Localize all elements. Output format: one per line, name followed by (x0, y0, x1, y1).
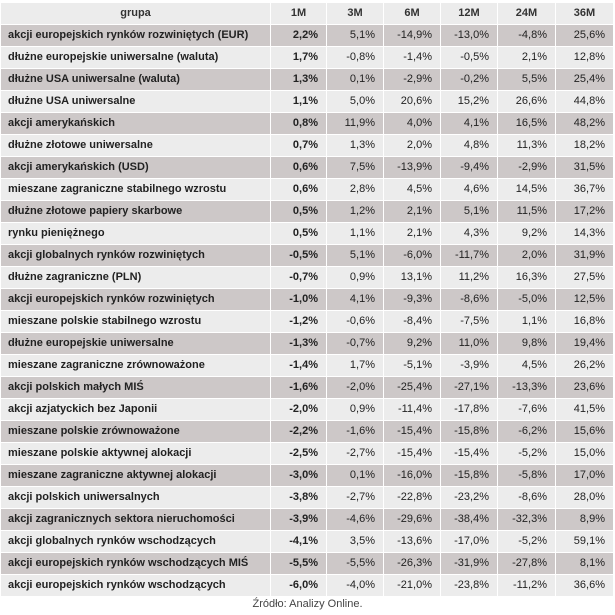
cell-1m: 0,8% (271, 113, 327, 135)
cell-24m: 9,8% (498, 333, 556, 355)
cell-6m: 4,5% (384, 179, 441, 201)
cell-36m: 18,2% (556, 135, 614, 157)
row-group-name: akcji azjatyckich bez Japonii (1, 399, 271, 421)
row-group-name: mieszane zagraniczne zrównoważone (1, 355, 271, 377)
cell-24m: -7,6% (498, 399, 556, 421)
table-row (1, 421, 614, 443)
cell-3m: -2,0% (327, 377, 384, 399)
cell-24m: -5,0% (498, 289, 556, 311)
cell-24m: 16,3% (498, 267, 556, 289)
cell-1m: 0,5% (271, 201, 327, 223)
cell-1m: -1,2% (271, 311, 327, 333)
cell-1m: -4,1% (271, 531, 327, 553)
cell-36m: 8,1% (556, 553, 614, 575)
cell-24m: 14,5% (498, 179, 556, 201)
row-group-name: akcji europejskich rynków wschodzących (1, 575, 271, 597)
table-body (1, 25, 614, 597)
cell-6m: -8,4% (384, 311, 441, 333)
cell-36m: 12,5% (556, 289, 614, 311)
cell-12m: -27,1% (441, 377, 498, 399)
table-row (1, 355, 614, 377)
cell-3m: 1,2% (327, 201, 384, 223)
cell-3m: -0,7% (327, 333, 384, 355)
header-12m: 12M (441, 3, 498, 25)
cell-6m: 13,1% (384, 267, 441, 289)
cell-1m: 0,7% (271, 135, 327, 157)
cell-12m: -11,7% (441, 245, 498, 267)
cell-24m: -32,3% (498, 509, 556, 531)
cell-6m: -1,4% (384, 47, 441, 69)
cell-12m: 11,2% (441, 267, 498, 289)
cell-36m: 17,2% (556, 201, 614, 223)
row-group-name: rynku pieniężnego (1, 223, 271, 245)
cell-6m: 20,6% (384, 91, 441, 113)
table-row (1, 69, 614, 91)
table-row (1, 443, 614, 465)
cell-36m: 44,8% (556, 91, 614, 113)
cell-36m: 31,9% (556, 245, 614, 267)
cell-36m: 14,3% (556, 223, 614, 245)
cell-1m: -5,5% (271, 553, 327, 575)
cell-36m: 48,2% (556, 113, 614, 135)
cell-12m: -15,8% (441, 421, 498, 443)
cell-3m: 5,1% (327, 245, 384, 267)
cell-1m: -1,4% (271, 355, 327, 377)
cell-24m: -5,2% (498, 443, 556, 465)
row-group-name: dłużne złotowe papiery skarbowe (1, 201, 271, 223)
cell-3m: 7,5% (327, 157, 384, 179)
cell-6m: -6,0% (384, 245, 441, 267)
cell-12m: -15,8% (441, 465, 498, 487)
cell-36m: 28,0% (556, 487, 614, 509)
cell-3m: 3,5% (327, 531, 384, 553)
cell-3m: 0,1% (327, 465, 384, 487)
cell-3m: -4,6% (327, 509, 384, 531)
table-row (1, 531, 614, 553)
cell-1m: -2,2% (271, 421, 327, 443)
cell-36m: 16,8% (556, 311, 614, 333)
cell-3m: -4,0% (327, 575, 384, 597)
cell-1m: -3,0% (271, 465, 327, 487)
table-row (1, 311, 614, 333)
cell-24m: -13,3% (498, 377, 556, 399)
cell-1m: -0,7% (271, 267, 327, 289)
cell-1m: 2,2% (271, 25, 327, 47)
row-group-name: dłużne USA uniwersalne (waluta) (1, 69, 271, 91)
cell-1m: 1,7% (271, 47, 327, 69)
row-group-name: akcji polskich uniwersalnych (1, 487, 271, 509)
cell-3m: -0,6% (327, 311, 384, 333)
cell-3m: 4,1% (327, 289, 384, 311)
cell-1m: 0,6% (271, 157, 327, 179)
cell-24m: 4,5% (498, 355, 556, 377)
cell-12m: -17,0% (441, 531, 498, 553)
table-row (1, 399, 614, 421)
table-row (1, 553, 614, 575)
header-grupa: grupa (1, 3, 271, 25)
header-24m: 24M (498, 3, 556, 25)
cell-6m: -29,6% (384, 509, 441, 531)
cell-36m: 17,0% (556, 465, 614, 487)
row-group-name: akcji polskich małych MIŚ (1, 377, 271, 399)
cell-3m: -1,6% (327, 421, 384, 443)
cell-6m: -14,9% (384, 25, 441, 47)
cell-24m: 1,1% (498, 311, 556, 333)
cell-36m: 59,1% (556, 531, 614, 553)
cell-1m: -3,8% (271, 487, 327, 509)
cell-12m: -3,9% (441, 355, 498, 377)
cell-1m: -1,0% (271, 289, 327, 311)
cell-24m: 11,5% (498, 201, 556, 223)
cell-1m: -1,6% (271, 377, 327, 399)
cell-12m: 15,2% (441, 91, 498, 113)
table-row (1, 575, 614, 597)
cell-6m: -2,9% (384, 69, 441, 91)
cell-24m: -4,8% (498, 25, 556, 47)
cell-36m: 12,8% (556, 47, 614, 69)
cell-1m: -2,0% (271, 399, 327, 421)
cell-12m: -0,5% (441, 47, 498, 69)
cell-12m: 4,8% (441, 135, 498, 157)
table-row (1, 223, 614, 245)
cell-3m: 5,0% (327, 91, 384, 113)
cell-12m: 5,1% (441, 201, 498, 223)
row-group-name: mieszane zagraniczne stabilnego wzrostu (1, 179, 271, 201)
cell-24m: -2,9% (498, 157, 556, 179)
cell-12m: 4,3% (441, 223, 498, 245)
row-group-name: mieszane polskie zrównoważone (1, 421, 271, 443)
cell-6m: 4,0% (384, 113, 441, 135)
cell-24m: -8,6% (498, 487, 556, 509)
cell-12m: -38,4% (441, 509, 498, 531)
header-36m: 36M (556, 3, 614, 25)
cell-3m: 0,1% (327, 69, 384, 91)
cell-12m: -7,5% (441, 311, 498, 333)
table-row (1, 91, 614, 113)
cell-3m: 1,1% (327, 223, 384, 245)
cell-36m: 25,4% (556, 69, 614, 91)
row-group-name: dłużne europejskie uniwersalne (waluta) (1, 47, 271, 69)
cell-24m: -27,8% (498, 553, 556, 575)
cell-6m: -15,4% (384, 421, 441, 443)
cell-24m: -6,2% (498, 421, 556, 443)
cell-3m: -5,5% (327, 553, 384, 575)
cell-6m: -16,0% (384, 465, 441, 487)
cell-6m: -9,3% (384, 289, 441, 311)
row-group-name: mieszane polskie aktywnej alokacji (1, 443, 271, 465)
cell-24m: 26,6% (498, 91, 556, 113)
cell-1m: -2,5% (271, 443, 327, 465)
cell-3m: -2,7% (327, 487, 384, 509)
cell-6m: 9,2% (384, 333, 441, 355)
cell-3m: 0,9% (327, 399, 384, 421)
cell-36m: 23,6% (556, 377, 614, 399)
cell-24m: 2,0% (498, 245, 556, 267)
cell-6m: -25,4% (384, 377, 441, 399)
row-group-name: akcji zagranicznych sektora nieruchomości (1, 509, 271, 531)
cell-36m: 26,2% (556, 355, 614, 377)
cell-6m: 2,0% (384, 135, 441, 157)
cell-1m: -0,5% (271, 245, 327, 267)
cell-36m: 25,6% (556, 25, 614, 47)
cell-12m: -8,6% (441, 289, 498, 311)
table-row (1, 201, 614, 223)
header-6m: 6M (384, 3, 441, 25)
source-note: Źródło: Analizy Online. (252, 598, 363, 610)
cell-1m: -3,9% (271, 509, 327, 531)
fund-returns-table (1, 3, 614, 597)
table-row (1, 267, 614, 289)
cell-36m: 31,5% (556, 157, 614, 179)
row-group-name: mieszane zagraniczne aktywnej alokacji (1, 465, 271, 487)
table-row (1, 487, 614, 509)
row-group-name: dłużne zagraniczne (PLN) (1, 267, 271, 289)
row-group-name: akcji europejskich rynków wschodzących MIŚ (1, 553, 271, 575)
cell-6m: -26,3% (384, 553, 441, 575)
cell-1m: 1,3% (271, 69, 327, 91)
cell-24m: 5,5% (498, 69, 556, 91)
cell-36m: 19,4% (556, 333, 614, 355)
table-row (1, 509, 614, 531)
cell-24m: 2,1% (498, 47, 556, 69)
row-group-name: dłużne złotowe uniwersalne (1, 135, 271, 157)
cell-12m: -13,0% (441, 25, 498, 47)
table-row (1, 465, 614, 487)
cell-6m: 2,1% (384, 223, 441, 245)
cell-36m: 36,6% (556, 575, 614, 597)
cell-36m: 36,7% (556, 179, 614, 201)
table-row (1, 289, 614, 311)
row-group-name: akcji europejskich rynków rozwiniętych (1, 289, 271, 311)
cell-1m: 0,5% (271, 223, 327, 245)
cell-36m: 41,5% (556, 399, 614, 421)
cell-1m: 1,1% (271, 91, 327, 113)
cell-6m: -13,9% (384, 157, 441, 179)
cell-36m: 27,5% (556, 267, 614, 289)
cell-24m: 9,2% (498, 223, 556, 245)
cell-12m: -17,8% (441, 399, 498, 421)
cell-6m: 2,1% (384, 201, 441, 223)
cell-24m: -11,2% (498, 575, 556, 597)
cell-36m: 15,0% (556, 443, 614, 465)
row-group-name: mieszane polskie stabilnego wzrostu (1, 311, 271, 333)
cell-12m: -23,2% (441, 487, 498, 509)
cell-6m: -21,0% (384, 575, 441, 597)
table-row (1, 157, 614, 179)
cell-24m: -5,8% (498, 465, 556, 487)
cell-3m: -2,7% (327, 443, 384, 465)
row-group-name: akcji globalnych rynków rozwiniętych (1, 245, 271, 267)
cell-6m: -15,4% (384, 443, 441, 465)
table-row (1, 113, 614, 135)
cell-1m: -6,0% (271, 575, 327, 597)
cell-24m: 16,5% (498, 113, 556, 135)
table-row (1, 135, 614, 157)
header-3m: 3M (327, 3, 384, 25)
cell-3m: 2,8% (327, 179, 384, 201)
cell-3m: 5,1% (327, 25, 384, 47)
row-group-name: akcji amerykańskich (USD) (1, 157, 271, 179)
cell-24m: -5,2% (498, 531, 556, 553)
table-row (1, 25, 614, 47)
cell-6m: -5,1% (384, 355, 441, 377)
cell-12m: -15,4% (441, 443, 498, 465)
cell-12m: 11,0% (441, 333, 498, 355)
cell-1m: -1,3% (271, 333, 327, 355)
cell-1m: 0,6% (271, 179, 327, 201)
row-group-name: dłużne europejskie uniwersalne (1, 333, 271, 355)
cell-3m: 1,7% (327, 355, 384, 377)
row-group-name: akcji europejskich rynków rozwiniętych (EUR) (1, 25, 271, 47)
header-1m: 1M (271, 3, 327, 25)
cell-3m: 11,9% (327, 113, 384, 135)
table-row (1, 179, 614, 201)
cell-3m: 1,3% (327, 135, 384, 157)
row-group-name: dłużne USA uniwersalne (1, 91, 271, 113)
table-row (1, 377, 614, 399)
cell-6m: -22,8% (384, 487, 441, 509)
cell-12m: 4,6% (441, 179, 498, 201)
cell-6m: -11,4% (384, 399, 441, 421)
cell-12m: -0,2% (441, 69, 498, 91)
row-group-name: akcji amerykańskich (1, 113, 271, 135)
cell-12m: -9,4% (441, 157, 498, 179)
table-row (1, 245, 614, 267)
row-group-name: akcji globalnych rynków wschodzących (1, 531, 271, 553)
cell-24m: 11,3% (498, 135, 556, 157)
cell-12m: 4,1% (441, 113, 498, 135)
cell-3m: -0,8% (327, 47, 384, 69)
cell-36m: 15,6% (556, 421, 614, 443)
header-row (1, 3, 614, 25)
cell-12m: -31,9% (441, 553, 498, 575)
table-row (1, 47, 614, 69)
cell-6m: -13,6% (384, 531, 441, 553)
cell-12m: -23,8% (441, 575, 498, 597)
cell-3m: 0,9% (327, 267, 384, 289)
cell-36m: 8,9% (556, 509, 614, 531)
table-row (1, 333, 614, 355)
